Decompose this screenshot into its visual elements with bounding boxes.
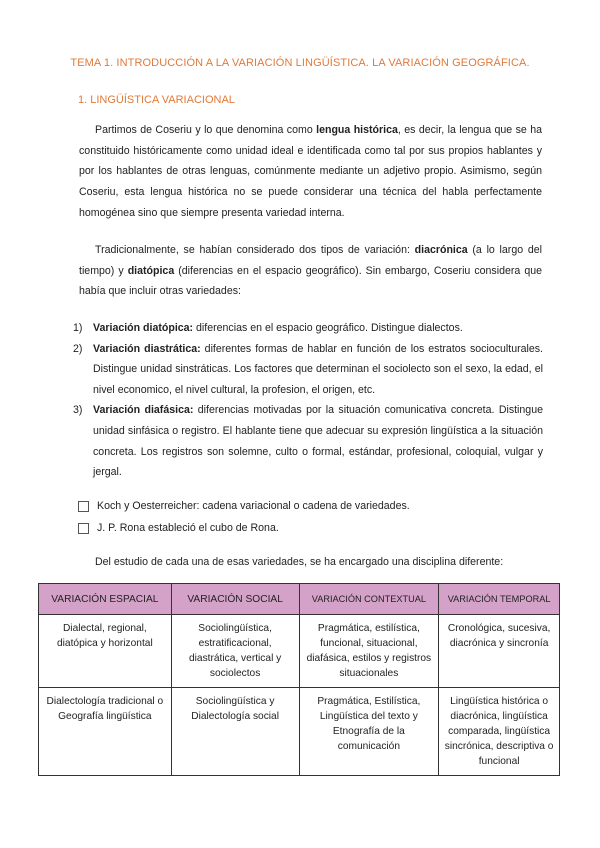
paragraph-coseriu: Partimos de Coseriu y lo que denomina como lengua histórica, es decir, la lengua que se ha constituido históricamente como unidad ideal e identificada como tal por sus propios hablantes y por los hablantes de otras lenguas, comúnmente mediante un adjetivo propio. Asimismo, según Coseriu, esta lengua histórica no se puede considerar una técnica del habla perfectamente homogénea sino que siempre presenta variedad interna. [79, 124, 543, 219]
checklist-item: Koch y Oesterreicher: cadena variacional o cadena de variedades. [78, 500, 410, 512]
table-intro: Del estudio de cada una de esas variedades, se ha encargado una disciplina diferente: [95, 556, 504, 568]
paragraph-variation-types: Tradicionalmente, se habían considerado dos tipos de variación: diacrónica (a lo largo del tiempo) y diatópica (diferencias en el espacio geográfico). Sin embargo, Coseriu considera que había que incluir otras variedades: [79, 244, 542, 298]
table-row [39, 615, 560, 688]
section-heading: 1. LINGÜÍSTICA VARIACIONAL [78, 94, 235, 106]
document-title: TEMA 1. INTRODUCCIÓN A LA VARIACIÓN LINGÜÍSTICA. LA VARIACIÓN GEOGRÁFICA. [70, 57, 530, 69]
column-header: VARIACIÓN ESPACIAL [39, 584, 172, 615]
table-cell: Pragmática, Estilística, Lingüística del texto y Etnografía de la comunicación [299, 688, 439, 776]
checklist-item: J. P. Rona estableció el cubo de Rona. [78, 522, 279, 534]
table-header-row [39, 584, 560, 615]
table-cell: Sociolingüística y Dialectología social [171, 688, 299, 776]
table-cell: Lingüística histórica o diacrónica, lingüística comparada, lingüística sincrónica, descriptiva o funcional [439, 688, 560, 776]
table-cell: Dialectal, regional, diatópica y horizontal [39, 615, 172, 688]
column-header: VARIACIÓN CONTEXTUAL [299, 584, 439, 615]
table-cell: Cronológica, sucesiva, diacrónica y sincronía [439, 615, 560, 688]
variation-table [38, 583, 560, 776]
list-item: 2) Variación diastrática: diferentes formas de hablar en función de los estratos socioculturales. Distingue unidad sinstráticas. Los factores que determinan el sociolecto son el sexo, la edad, el nivel economico, el nivel cultural, la profesion, el origen, etc. [73, 342, 543, 396]
list-item: 3) Variación diafásica: diferencias motivadas por la situación comunicativa concreta. Distingue unidad sinfásica o registro. El hablante tiene que adecuar su expresión lingüística a la situación concreta. Los registros son solemne, culto o formal, estándar, profesional, coloquial, vulgar y jergal. [73, 404, 543, 479]
list-item: 1) Variación diatópica: diferencias en el espacio geográfico. Distingue dialectos. [73, 322, 463, 334]
column-header: VARIACIÓN TEMPORAL [439, 584, 560, 615]
checkbox-icon[interactable] [78, 501, 89, 512]
variation-list [73, 318, 543, 483]
table-cell: Sociolingüística, estratificacional, diastrática, vertical y sociolectos [171, 615, 299, 688]
table-row [39, 688, 560, 776]
table-cell: Dialectología tradicional o Geografía lingüística [39, 688, 172, 776]
checkbox-icon[interactable] [78, 523, 89, 534]
column-header: VARIACIÓN SOCIAL [171, 584, 299, 615]
table-cell: Pragmática, estilística, funcional, situacional, diafásica, estilos y registros situacionales [299, 615, 439, 688]
